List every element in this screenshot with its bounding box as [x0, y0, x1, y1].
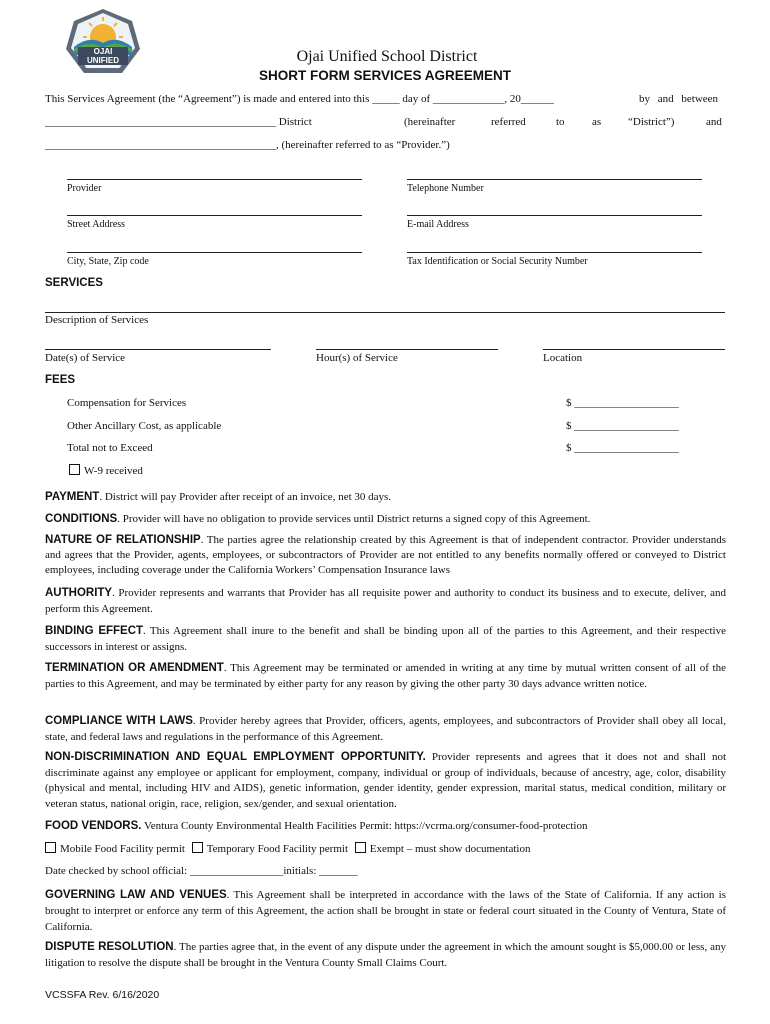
binding-heading: BINDING EFFECT: [45, 625, 144, 637]
compliance-heading: COMPLIANCE WITH LAWS: [45, 715, 193, 727]
intro-line-1: This Services Agreement (the “Agreement”) is made and entered into this _____ day of _____________, 20______: [45, 93, 554, 105]
mobile-permit-label: Mobile Food Facility permit: [60, 843, 185, 855]
authority-text: . Provider represents and warrants that Provider has all requisite power and authority to conduct its business and to execute, deliver, and perform this Agreement.: [45, 587, 726, 615]
food-section: [45, 818, 726, 834]
dates-label: Date(s) of Service: [45, 352, 126, 364]
intro-w4: as: [592, 116, 602, 128]
termination-heading: TERMINATION OR AMENDMENT: [45, 662, 224, 674]
compliance-text: . Provider hereby agrees that Provider, officers, agents, employees, and subcontractors of Provider shall obey all local, state, and federal laws and regulations in the performance of this Agreement.: [45, 715, 726, 743]
termination-section: [45, 660, 726, 692]
dispute-section: [45, 939, 726, 971]
w9-row: [69, 464, 143, 477]
termination-text: . This Agreement may be terminated or amended in writing at any time by mutual written consent of all of the parties to this Agreement, and may be terminated by either party for any reason by giving the other party 30 days advance written notice.: [45, 662, 726, 690]
logo-subtext: SCHOOL DISTRICT: [84, 64, 122, 69]
intro-w1: (hereinafter: [404, 116, 456, 128]
provider-field[interactable]: [67, 179, 362, 180]
payment-section: [45, 489, 726, 505]
street-field[interactable]: [67, 215, 362, 216]
conditions-heading: CONDITIONS: [45, 513, 118, 525]
authority-section: [45, 585, 726, 617]
exempt-label: Exempt – must show documentation: [369, 843, 531, 855]
ancillary-label: Other Ancillary Cost, as applicable: [67, 420, 222, 432]
email-field[interactable]: [407, 215, 702, 216]
city-label: City, State, Zip code: [67, 256, 149, 267]
description-label: Description of Services: [45, 314, 149, 326]
conditions-section: [45, 511, 726, 527]
hours-field[interactable]: [316, 349, 498, 350]
dates-field[interactable]: [45, 349, 271, 350]
street-label: Street Address: [67, 219, 126, 230]
exempt-checkbox[interactable]: [355, 842, 366, 853]
page-title: SHORT FORM SERVICES AGREEMENT: [258, 68, 512, 83]
district-name: Ojai Unified School District: [296, 48, 478, 65]
telephone-field[interactable]: [407, 179, 702, 180]
date-checked[interactable]: Date checked by school official: _________________initials: _______: [45, 865, 358, 877]
description-field[interactable]: [45, 312, 725, 313]
nature-text: . The parties agree the relationship created by this Agreement is that of independent contractor. Provider understands and agrees that the Provider, agents, employees, or subcontractors of Provider are not entitled to any benefits normally offered or conveyed to District employees, including coverage under the California Workers’ Compensation Insurance laws: [45, 534, 727, 576]
nondiscrimination-heading: NON-DISCRIMINATION AND EQUAL EMPLOYMENT OPPORTUNITY.: [45, 751, 426, 763]
nondiscrimination-section: [45, 750, 726, 812]
intro-line-1-end: by and between: [639, 93, 719, 105]
nature-heading: NATURE OF RELATIONSHIP: [45, 534, 201, 546]
intro-w5: “District”): [628, 116, 675, 128]
tax-field[interactable]: [407, 252, 702, 253]
nondiscrimination-text: Provider represents and agrees that it does not and shall not discriminate against any employee or applicant for employment, company, individual or group of individuals, because of ancestry, age, color, disability (physical and mental, including HIV and AIDS), genetic information, gender identity, gender expression, marital status, medical condition, military or veteran status, national origin, race, religion, sex/gender, and sexual orientation.: [45, 751, 726, 810]
telephone-label: Telephone Number: [407, 183, 484, 194]
provider-label: Provider: [67, 183, 102, 194]
fees-heading: FEES: [45, 374, 76, 386]
intro-w2: referred: [491, 116, 526, 128]
services-heading: SERVICES: [45, 277, 103, 289]
dispute-heading: DISPUTE RESOLUTION: [45, 941, 174, 953]
payment-heading: PAYMENT: [45, 491, 100, 503]
intro-w3: to: [556, 116, 565, 128]
hours-label: Hour(s) of Service: [316, 352, 398, 364]
temporary-permit-label: Temporary Food Facility permit: [206, 843, 349, 855]
binding-text: . This Agreement shall inure to the benefit and shall be binding upon all of the parties to this Agreement, and their respective successors in interest or assigns.: [45, 625, 726, 653]
revision-footer: VCSSFA Rev. 6/16/2020: [45, 989, 160, 1001]
nature-section: [45, 533, 726, 578]
compliance-section: [45, 713, 726, 745]
city-field[interactable]: [67, 252, 362, 253]
governing-heading: GOVERNING LAW AND VENUES: [45, 889, 227, 901]
authority-heading: AUTHORITY: [45, 587, 113, 599]
payment-text: . District will pay Provider after receipt of an invoice, net 30 days.: [99, 491, 392, 503]
location-label: Location: [543, 352, 583, 364]
total-amount[interactable]: $ ___________________: [566, 442, 679, 454]
governing-text: . This Agreement shall be interpreted in accordance with the laws of the State of California. If any action is brought to interpret or enforce any term of this Agreement, the action shall be brought in state or federal court situated in the County of Ventura, State of California.: [45, 889, 726, 933]
temporary-permit-checkbox[interactable]: [192, 842, 203, 853]
w9-checkbox[interactable]: [69, 464, 80, 475]
mobile-permit-checkbox[interactable]: [45, 842, 56, 853]
ancillary-amount[interactable]: $ ___________________: [566, 420, 679, 432]
logo-text: OJAI UNIFIED: [87, 47, 119, 65]
email-label: E-mail Address: [407, 219, 469, 230]
intro-line-2: __________________________________________ District: [45, 116, 312, 128]
binding-section: [45, 623, 726, 655]
intro-w6: and: [706, 116, 722, 128]
conditions-text: . Provider will have no obligation to provide services until District returns a signed copy of this Agreement.: [117, 513, 591, 525]
food-heading: FOOD VENDORS.: [45, 820, 142, 832]
compensation-label: Compensation for Services: [67, 397, 187, 409]
intro-line-3: __________________________________________, (hereinafter referred to as “Provider.”): [45, 139, 450, 151]
w9-label: W-9 received: [84, 465, 143, 477]
compensation-amount[interactable]: $ ___________________: [566, 397, 679, 409]
food-text: Ventura County Environmental Health Facilities Permit: https://vcrma.org/consumer-food-protection: [141, 820, 588, 832]
governing-section: [45, 887, 726, 935]
food-options: [45, 842, 530, 855]
dispute-text: . The parties agree that, in the event of any dispute under the agreement in which the amount sought is $5,000.00 or less, any litigation to resolve the dispute shall be brought in the Ventura County Small Claims Court.: [45, 941, 726, 969]
location-field[interactable]: [543, 349, 725, 350]
tax-label: Tax Identification or Social Security Number: [407, 256, 588, 267]
total-label: Total not to Exceed: [67, 442, 153, 454]
